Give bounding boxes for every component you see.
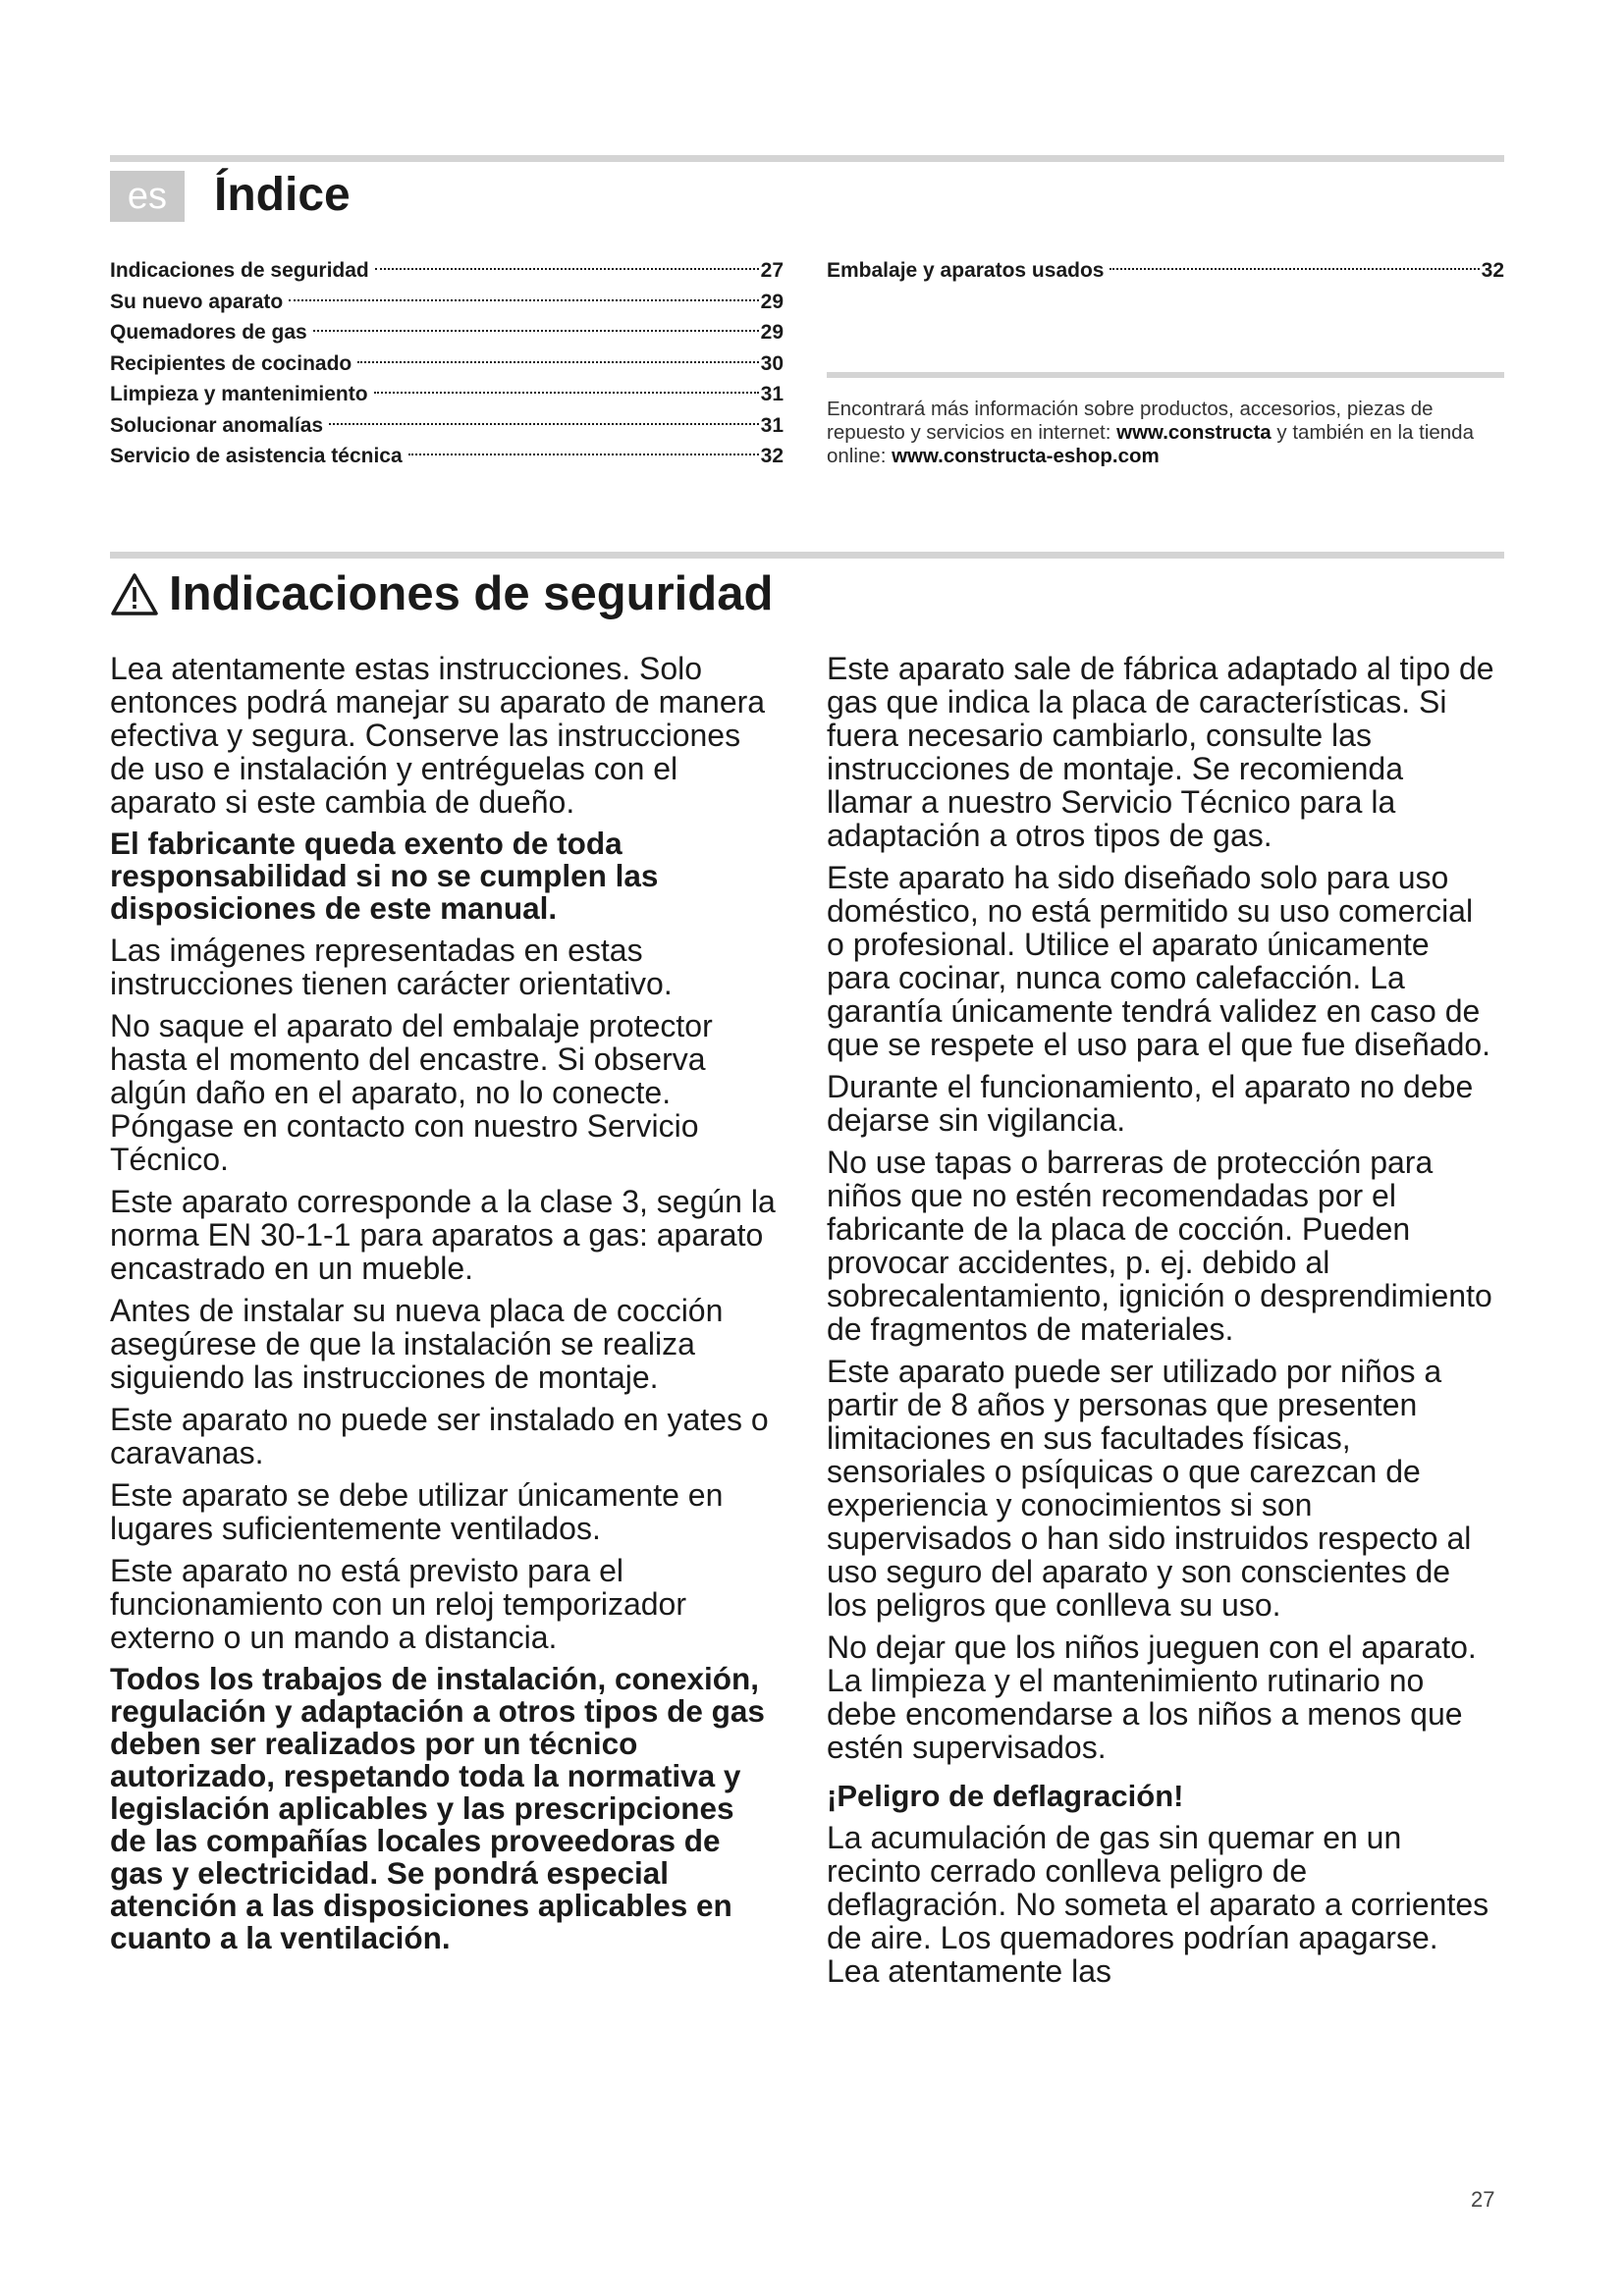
toc-right-column [827, 255, 1504, 287]
body-paragraph: No dejar que los niños jueguen con el aparato. La limpieza y el mantenimiento rutinario no debe encomendarse a los niños a menos que estén supervisados. [827, 1629, 1477, 1765]
deflagration-heading: ¡Peligro de deflagración! [827, 1779, 1184, 1813]
toc-item-label: Embalaje y aparatos usados [827, 259, 1105, 282]
toc-item-page: 29 [760, 290, 784, 313]
toc-leader-dots [375, 268, 759, 270]
toc-item-label: Solucionar anomalías [110, 413, 324, 437]
eshop-link[interactable]: www.constructa-eshop.com [892, 445, 1160, 467]
toc-item-page: 30 [760, 351, 784, 375]
more-info-text: Encontrará más información sobre productos, accesorios, piezas de repuesto y servicios en internet: www.constructa y también en la tienda online: www.constructa-eshop.com [827, 398, 1474, 467]
page-number: 27 [1471, 2187, 1495, 2212]
toc-item-page: 31 [760, 383, 784, 405]
toc-leader-dots [329, 423, 759, 425]
safety-left-column [110, 652, 778, 1963]
toc-item[interactable] [110, 441, 784, 472]
deflagration-text: La acumulación de gas sin quemar en un recinto cerrado conlleva peligro de deflagración. No someta el aparato a corrientes de aire. Los quemadores podrían apagarse. Lea atentamente las [827, 1820, 1489, 1989]
info-divider [827, 372, 1504, 378]
toc-leader-dots [1110, 268, 1479, 270]
toc-item-label: Recipientes de cocinado [110, 351, 352, 375]
body-paragraph: Las imágenes representadas en estas instrucciones tienen carácter orientativo. [110, 933, 673, 1001]
toc-item-page: 31 [760, 413, 784, 437]
toc-leader-dots [357, 361, 758, 363]
toc-item[interactable] [110, 348, 784, 380]
toc-item[interactable] [110, 379, 784, 410]
section-divider [110, 552, 1504, 559]
body-paragraph: Lea atentamente estas instrucciones. Solo entonces podrá manejar su aparato de manera efectiva y segura. Conserve las instrucciones de uso e instalación y entréguelas con el aparato si este cambia de dueño. [110, 651, 766, 820]
toc-item-label: Servicio de asistencia técnica [110, 445, 403, 467]
toc-item[interactable] [110, 287, 784, 318]
body-paragraph: Durante el funcionamiento, el aparato no debe dejarse sin vigilancia. [827, 1069, 1474, 1138]
body-paragraph: Este aparato no está previsto para el funcionamiento con un reloj temporizador externo o un mando a distancia. [110, 1553, 686, 1655]
index-title: Índice [214, 169, 351, 221]
website-link[interactable]: www.constructa [1116, 421, 1272, 444]
toc-item-label: Indicaciones de seguridad [110, 259, 369, 282]
body-paragraph: Este aparato ha sido diseñado solo para uso doméstico, no está permitido su uso comercial o profesional. Utilice el aparato únicamente para cocinar, nunca como calefacción. La garantía únicamente tendrá validez en caso de que se respete el uso para el que fue diseñado. [827, 860, 1491, 1062]
section-title-text: Indicaciones de seguridad [169, 567, 774, 620]
toc-leader-dots [408, 454, 759, 455]
toc-item-label: Quemadores de gas [110, 321, 307, 344]
toc-leader-dots [289, 299, 758, 301]
toc-item-page: 32 [1481, 259, 1504, 282]
toc-item[interactable] [110, 410, 784, 442]
warning-triangle-icon [110, 571, 159, 616]
toc-item-label: Su nuevo aparato [110, 290, 284, 313]
body-paragraph: Este aparato se debe utilizar únicamente en lugares suficientemente ventilados. [110, 1477, 724, 1546]
top-divider [110, 155, 1504, 162]
safety-right-column [827, 652, 1494, 1997]
section-title [110, 561, 773, 626]
toc-item-page: 27 [760, 259, 784, 282]
language-badge: es [110, 171, 185, 222]
warning-paragraph: El fabricante queda exento de toda responsabilidad si no se cumplen las disposiciones de este manual. [110, 826, 659, 926]
toc-left-column [110, 255, 784, 472]
safety-right-paragraphs [827, 652, 1494, 1764]
warning-paragraph: Todos los trabajos de instalación, conexión, regulación y adaptación a otros tipos de gas deben ser realizados por un técnico autorizado, respetando toda la normativa y legislación aplicables y las prescripciones de las compañías locales proveedoras de gas y electricidad. Se pondrá especial atención a las disposiciones aplicables en cuanto a la ventilación. [110, 1661, 765, 1955]
toc-item[interactable] [110, 255, 784, 287]
toc-leader-dots [313, 330, 759, 332]
toc-item[interactable] [827, 255, 1504, 287]
body-paragraph: Antes de instalar su nueva placa de cocción asegúrese de que la instalación se realiza siguiendo las instrucciones de montaje. [110, 1293, 724, 1395]
body-paragraph: Este aparato puede ser utilizado por niños a partir de 8 años y personas que presenten limitaciones en sus facultades físicas, sensoriales o psíquicas o que carezcan de experiencia y conocimientos si son supervisados o han sido instruidos respecto al uso seguro del aparato y son conscientes de los peligros que conlleva su uso. [827, 1354, 1472, 1623]
toc-item-label: Limpieza y mantenimiento [110, 383, 368, 405]
body-paragraph: Este aparato no puede ser instalado en yates o caravanas. [110, 1402, 769, 1470]
body-paragraph: No saque el aparato del embalaje protector hasta el momento del encastre. Si observa algún daño en el aparato, no lo conecte. Póngase en contacto con nuestro Servicio Técnico. [110, 1008, 713, 1177]
toc-item-page: 29 [760, 321, 784, 344]
body-paragraph: Este aparato corresponde a la clase 3, según la norma EN 30-1-1 para aparatos a gas: aparato encastrado en un mueble. [110, 1184, 776, 1286]
toc-item-page: 32 [760, 445, 784, 467]
toc-item[interactable] [110, 317, 784, 348]
body-paragraph: Este aparato sale de fábrica adaptado al tipo de gas que indica la placa de características. Si fuera necesario cambiarlo, consulte las instrucciones de montaje. Se recomienda llamar a nuestro Servicio Técnico para la adaptación a otros tipos de gas. [827, 651, 1494, 853]
body-paragraph: No use tapas o barreras de protección para niños que no estén recomendadas por el fabricante de la placa de cocción. Pueden provocar accidentes, p. ej. debido al sobrecalentamiento, ignición o desprendimiento de fragmentos de materiales. [827, 1145, 1492, 1347]
toc-leader-dots [374, 392, 759, 394]
